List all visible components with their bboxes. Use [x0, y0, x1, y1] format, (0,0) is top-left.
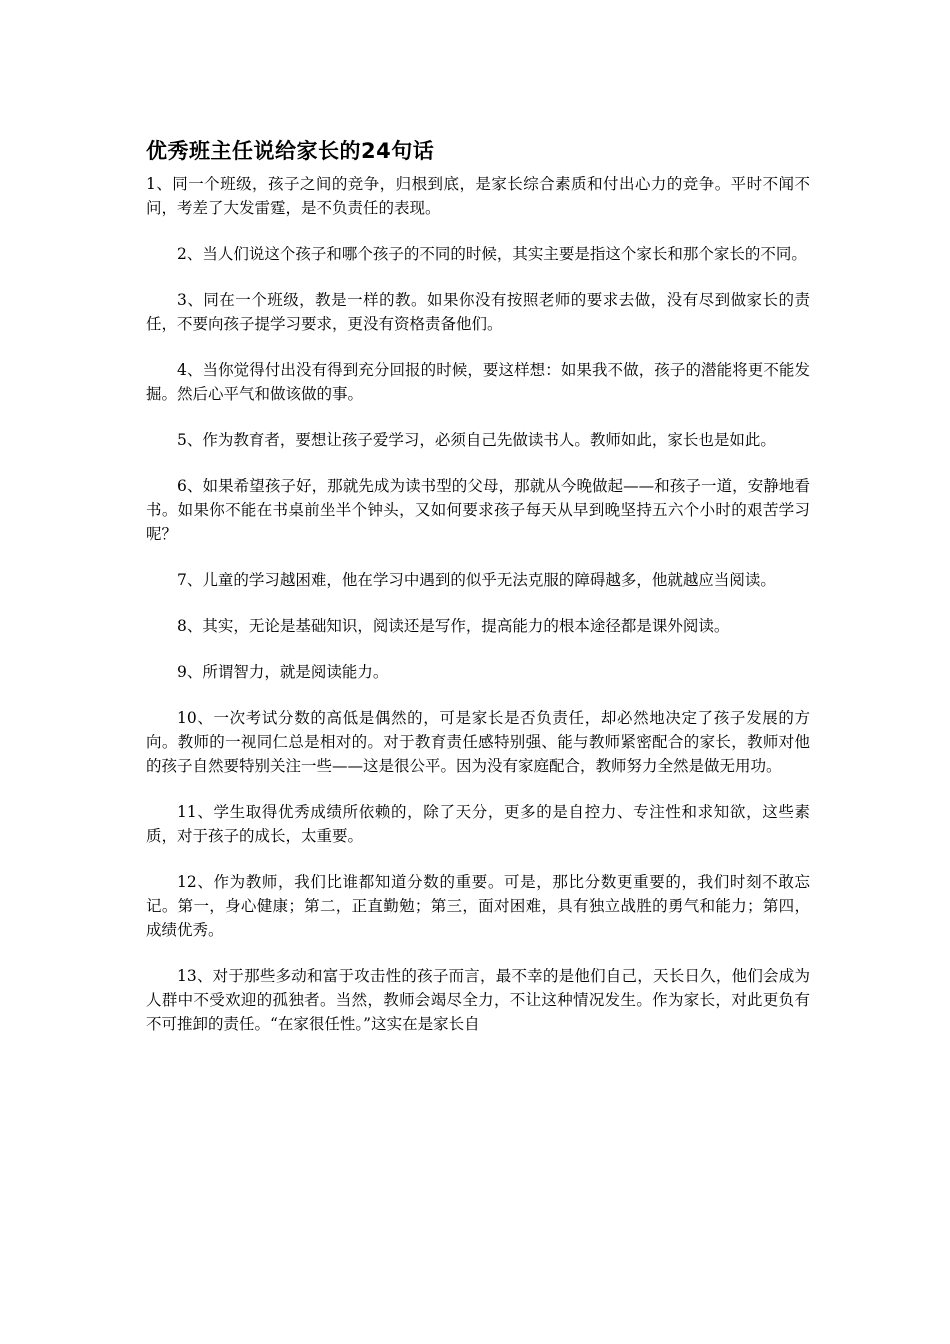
paragraph-13: 13、对于那些多动和富于攻击性的孩子而言，最不幸的是他们自己，天长日久，他们会成为人群中不受欢迎的孤独者。当然，教师会竭尽全力，不让这种情况发生。作为家长，对此更负有不可推卸的责任。“在家很任性。”这实在是家长自	[146, 967, 810, 1033]
paragraph-5: 5、作为教育者，要想让孩子爱学习，必须自己先做读书人。教师如此，家长也是如此。	[177, 431, 776, 449]
paragraph-10: 10、一次考试分数的高低是偶然的，可是家长是否负责任，却必然地决定了孩子发展的方向。教师的一视同仁总是相对的。对于教育责任感特别强、能与教师紧密配合的家长，教师对他的孩子自然要特别关注一些——这是很公平。因为没有家庭配合，教师努力全然是做无用功。	[146, 709, 810, 775]
paragraph-11: 11、学生取得优秀成绩所依赖的，除了天分，更多的是自控力、专注性和求知欲，这些素质，对于孩子的成长，太重要。	[146, 803, 810, 845]
document-page	[146, 136, 810, 1058]
paragraph-3: 3、同在一个班级，教是一样的教。如果你没有按照老师的要求去做，没有尽到做家长的责任，不要向孩子提学习要求，更没有资格责备他们。	[146, 291, 810, 333]
document-title: 优秀班主任说给家长的24句话	[146, 139, 435, 163]
paragraph-8: 8、其实，无论是基础知识，阅读还是写作，提高能力的根本途径都是课外阅读。	[177, 617, 730, 635]
paragraph-12: 12、作为教师，我们比谁都知道分数的重要。可是，那比分数更重要的，我们时刻不敢忘记。第一，身心健康；第二，正直勤勉；第三，面对困难，具有独立战胜的勇气和能力；第四，成绩优秀。	[146, 873, 810, 939]
paragraph-1: 1、同一个班级，孩子之间的竞争，归根到底，是家长综合素质和付出心力的竞争。平时不闻不问，考差了大发雷霆，是不负责任的表现。	[146, 175, 810, 217]
paragraph-2: 2、当人们说这个孩子和哪个孩子的不同的时候，其实主要是指这个家长和那个家长的不同。	[177, 245, 807, 263]
paragraph-4: 4、当你觉得付出没有得到充分回报的时候，要这样想：如果我不做，孩子的潜能将更不能发掘。然后心平气和做该做的事。	[146, 361, 810, 403]
paragraph-7: 7、儿童的学习越困难，他在学习中遇到的似乎无法克服的障碍越多，他就越应当阅读。	[177, 571, 776, 589]
paragraph-9: 9、所谓智力，就是阅读能力。	[177, 663, 389, 681]
paragraph-6: 6、如果希望孩子好，那就先成为读书型的父母，那就从今晚做起——和孩子一道，安静地看书。如果你不能在书桌前坐半个钟头，又如何要求孩子每天从早到晚坚持五六个小时的艰苦学习呢？	[146, 477, 810, 543]
